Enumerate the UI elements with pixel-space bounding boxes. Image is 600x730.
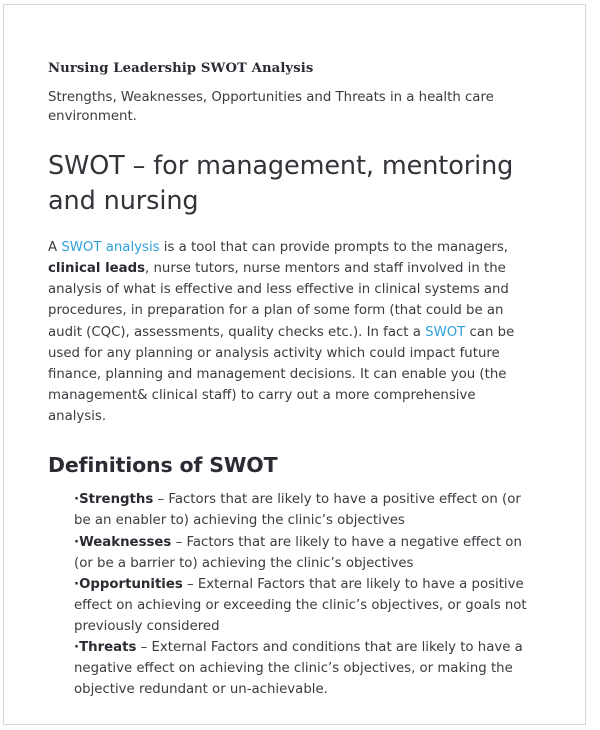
main-heading: SWOT – for management, mentoring and nursing <box>48 150 514 216</box>
intro-paragraph <box>48 237 522 427</box>
list-item <box>74 532 528 574</box>
list-item <box>74 489 528 531</box>
definitions-section-heading: Definitions of SWOT <box>48 452 278 477</box>
document-page <box>3 4 586 725</box>
intro-text-part-4: can be used for any planning or analysis activity which could impact future finance, planning and management decisions. It can enable you (the management& clinical staff) to carry out a more comprehensive analysis. <box>48 324 515 424</box>
document-title: Nursing Leadership SWOT Analysis <box>48 61 314 76</box>
document-subtitle: Strengths, Weaknesses, Opportunities and Threats in a health care environment. <box>48 89 494 125</box>
bullet-icon: · <box>74 492 80 508</box>
intro-text-part-1: A <box>48 240 62 256</box>
definition-text: – External Factors and conditions that are likely to have a negative effect on achieving the clinic’s objectives, or making the objective redundant or un-achievable. <box>74 639 523 697</box>
definition-text: – Factors that are likely to have a positive effect on (or be an enabler to) achieving the clinic’s objectives <box>74 492 521 529</box>
clinical-leads-emphasis: clinical leads <box>48 261 146 277</box>
document-content <box>48 61 528 700</box>
definition-term: Opportunities <box>79 576 183 592</box>
list-item <box>74 637 528 700</box>
definition-text: – External Factors that are likely to have a positive effect on achieving or exceeding the clinic’s objectives, or goals not previously considered <box>74 576 527 634</box>
definitions-list <box>48 489 528 700</box>
swot-link[interactable]: SWOT <box>425 324 466 340</box>
bullet-icon: · <box>74 576 80 592</box>
intro-text-part-3: , nurse tutors, nurse mentors and staff involved in the analysis of what is effective and less effective in clinical systems and procedures, in preparation for a plan of some form (that could be an audit (CQC), assessments, quality checks etc.). In fact a <box>48 261 509 340</box>
list-item <box>74 574 528 637</box>
bullet-icon: · <box>74 534 80 550</box>
swot-analysis-link[interactable]: SWOT analysis <box>61 240 160 256</box>
definition-term: Weaknesses <box>79 534 172 550</box>
bullet-icon: · <box>74 639 80 655</box>
intro-text-part-2: is a tool that can provide prompts to the managers, <box>159 240 508 256</box>
definition-text: – Factors that are likely to have a negative effect on (or be a barrier to) achieving the clinic’s objectives <box>74 534 522 571</box>
definition-term: Threats <box>79 639 137 655</box>
definition-term: Strengths <box>79 492 154 508</box>
